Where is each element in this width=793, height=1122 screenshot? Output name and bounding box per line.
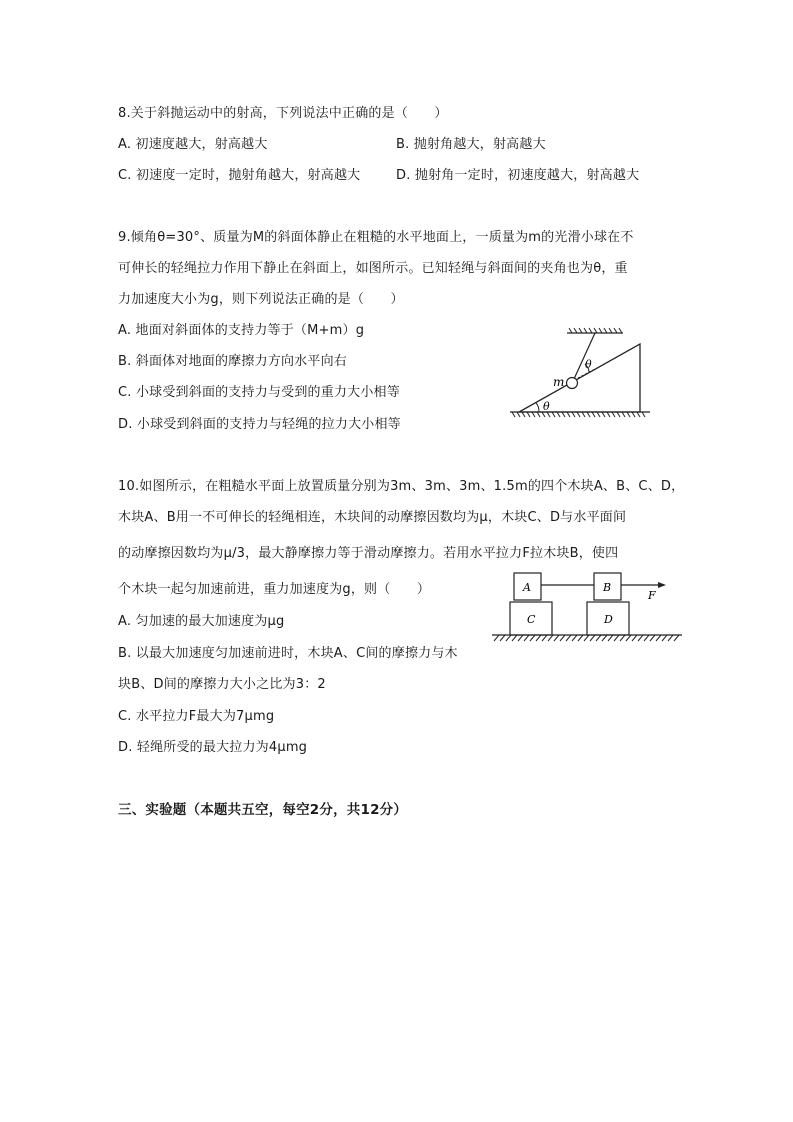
block-d-label: D — [604, 613, 613, 626]
force-arrow-head — [658, 582, 666, 588]
q10-option-d: D. 轻绳所受的最大拉力为4μmg — [118, 740, 308, 755]
incline-angle-label: θ — [543, 400, 550, 413]
force-label: F — [648, 589, 656, 602]
q9-incline-figure — [505, 326, 655, 426]
q8-stem: 8.关于斜抛运动中的射高，下列说法中正确的是（ ） — [118, 106, 448, 121]
q8-option-c: C. 初速度一定时，抛射角越大，射高越大 — [118, 168, 361, 183]
block-a-label: A — [523, 581, 531, 594]
ceiling-hatch — [569, 328, 622, 333]
section-3-heading: 三、实验题（本题共五空，每空2分，共12分） — [118, 802, 408, 818]
block-c-label: C — [527, 613, 536, 626]
q9-option-c: C. 小球受到斜面的支持力与受到的重力大小相等 — [118, 385, 400, 400]
q10-stem-line-4: 个木块一起匀加速前进，重力加速度为g，则（ ） — [118, 582, 431, 597]
rope-angle-label: θ — [585, 358, 592, 371]
q8-option-b: B. 抛射角越大，射高越大 — [396, 137, 546, 152]
ball — [567, 378, 578, 389]
incline-angle-arc — [536, 403, 539, 412]
q9-option-d: D. 小球受到斜面的支持力与轻绳的拉力大小相等 — [118, 417, 401, 432]
q8-option-d: D. 抛射角一定时，初速度越大，射高越大 — [396, 168, 640, 183]
q10-option-c: C. 水平拉力F最大为7μmg — [118, 709, 275, 724]
rope — [574, 333, 595, 379]
q8-option-a: A. 初速度越大，射高越大 — [118, 137, 268, 152]
q9-option-a: A. 地面对斜面体的支持力等于（M+m）g — [118, 323, 365, 338]
q10-option-a: A. 匀加速的最大加速度为μg — [118, 614, 285, 629]
floor-hatch — [494, 635, 679, 641]
q9-option-b: B. 斜面体对地面的摩擦力方向水平向右 — [118, 354, 347, 369]
mass-label: m — [553, 375, 565, 389]
block-b-label: B — [603, 581, 612, 594]
ground-hatch — [512, 412, 645, 417]
q10-stem-line-2: 木块A、B用一不可伸长的轻绳相连，木块间的动摩擦因数均为μ，木块C、D与水平面间 — [118, 510, 627, 525]
q9-stem-line-1: 9.倾角θ=30°、质量为M的斜面体静止在粗糙的水平地面上，一质量为m的光滑小球在不 — [118, 230, 634, 245]
q10-option-b-line-2: 块B、D间的摩擦力大小之比为3：2 — [118, 677, 326, 692]
q9-stem-line-2: 可伸长的轻绳拉力作用下静止在斜面上，如图所示。已知轻绳与斜面间的夹角也为θ，重 — [118, 261, 628, 276]
q9-stem-line-3: 力加速度大小为g，则下列说法正确的是（ ） — [118, 292, 404, 307]
q10-blocks-figure — [490, 570, 685, 650]
incline-body — [519, 344, 640, 412]
q10-stem-line-1: 10.如图所示，在粗糙水平面上放置质量分别为3m、3m、3m、1.5m的四个木块A、B、C、D， — [118, 479, 685, 494]
q10-stem-line-3: 的动摩擦因数均为μ/3，最大静摩擦力等于滑动摩擦力。若用水平拉力F拉木块B，使四 — [118, 546, 619, 561]
q10-option-b-line-1: B. 以最大加速度匀加速前进时，木块A、C间的摩擦力与木 — [118, 646, 458, 661]
